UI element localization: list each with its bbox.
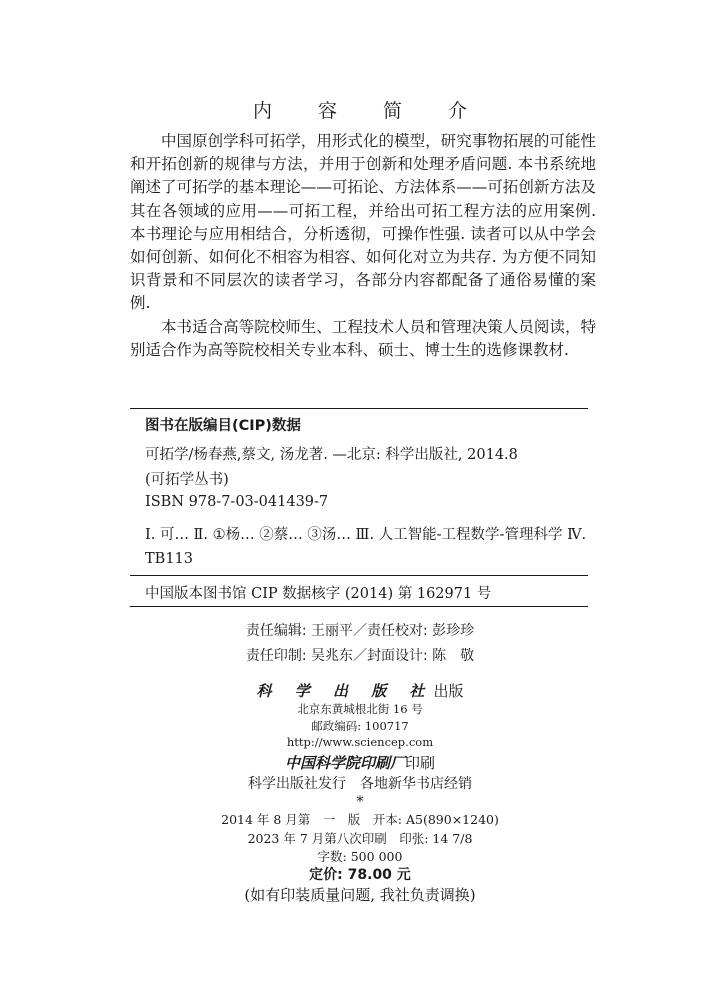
quality-notice: (如有印装质量问题, 我社负责调换) xyxy=(244,886,476,904)
divider-bottom xyxy=(130,606,588,607)
cip-data-number: 中国版本图书馆 CIP 数据核字 (2014) 第 162971 号 xyxy=(145,586,492,602)
printing-info: 2023 年 7 月第八次印刷 印张: 14 7/8 xyxy=(247,831,473,846)
cip-classification: Ⅰ. 可… Ⅱ. ①杨… ②蔡… ③汤… Ⅲ. 人工智能-工程数学-管理科学 Ⅳ. TB113 xyxy=(145,527,587,567)
cip-author-line: 可拓学/杨春燕,蔡文, 汤龙著. —北京: 科学出版社, 2014.8 xyxy=(145,447,518,463)
edition-info: 2014 年 8 月第 一 版 开本: A5(890×1240) xyxy=(221,812,499,827)
summary-paragraph-2: 本书适合高等院校师生、工程技术人员和管理决策人员阅读，特别适合作为高等院校相关专业本科、硕士、博士生的选修课教材. xyxy=(130,317,596,359)
publisher-name: 科 学 出 版 社 xyxy=(256,682,434,700)
cip-series-line: (可拓学丛书) xyxy=(145,472,229,488)
divider-middle xyxy=(130,575,588,576)
word-count: 字数: 500 000 xyxy=(317,849,403,864)
printer-suffix: 印刷 xyxy=(405,754,436,772)
printer-line xyxy=(0,752,720,773)
price-label: 定价: 78.00 元 xyxy=(309,867,411,883)
publisher-suffix: 出版 xyxy=(433,682,464,700)
content-summary xyxy=(130,130,596,362)
cip-heading: 图书在版编目(CIP)数据 xyxy=(145,418,301,434)
publisher-line xyxy=(0,680,720,701)
publisher-postcode: 邮政编码: 100717 xyxy=(311,719,409,733)
cip-isbn: ISBN 978-7-03-041439-7 xyxy=(145,494,329,510)
production-credits: 责任印制: 吴兆东／封面设计: 陈 敬 xyxy=(245,648,475,664)
editor-credits: 责任编辑: 王丽平／责任校对: 彭珍珍 xyxy=(245,623,475,639)
publisher-address: 北京东黄城根北街 16 号 xyxy=(297,702,423,716)
publisher-url: http://www.sciencep.com xyxy=(286,735,434,749)
separator-star: * xyxy=(356,794,364,810)
printer-name: 中国科学院印刷厂 xyxy=(284,754,405,772)
divider-top xyxy=(130,408,588,409)
page-title: 内 容 简 介 xyxy=(252,100,488,122)
summary-paragraph-1: 中国原创学科可拓学，用形式化的模型，研究事物拓展的可能性和开拓创新的规律与方法，并用于创新和处理矛盾问题. 本书系统地阐述了可拓学的基本理论——可拓论、方法体系——可拓创新方法及其在各领域的应用——可拓工程，并给出可拓工程方法的应用案例. 本书理论与应用相结合，分析透彻，可操作性强. 读者可以从中学会如何创新、如何化不相容为相容、如何化对立为共存. 为方便不同知识背景和不同层次的读者学习，各部分内容都配备了通俗易懂的案例. xyxy=(130,132,596,313)
distribution-line: 科学出版社发行 各地新华书店经销 xyxy=(248,776,472,792)
